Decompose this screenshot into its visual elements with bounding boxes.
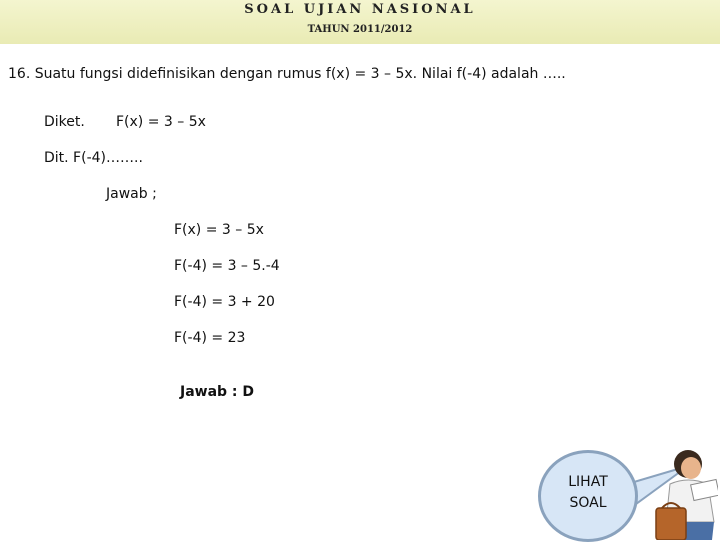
- step-4: F(-4) = 23: [174, 330, 246, 346]
- lihat-soal-line1: LIHAT: [568, 474, 608, 490]
- step-3: F(-4) = 3 + 20: [174, 294, 275, 310]
- header-title: SOAL UJIAN NASIONAL: [244, 2, 476, 17]
- question-text: 16. Suatu fungsi didefinisikan dengan rumus f(x) = 3 – 5x. Nilai f(-4) adalah …..: [8, 66, 566, 82]
- lihat-soal-line2: SOAL: [569, 495, 607, 511]
- lihat-soal-button[interactable]: [538, 442, 718, 540]
- lihat-soal-label: [538, 472, 638, 514]
- header-subtitle: TAHUN 2011/2012: [307, 24, 413, 35]
- header-banner: [0, 0, 720, 44]
- diket-label: Diket.: [44, 114, 85, 130]
- diket-value: F(x) = 3 – 5x: [116, 114, 206, 130]
- dit-text: Dit. F(-4)……..: [44, 150, 143, 166]
- final-answer: Jawab : D: [180, 384, 255, 400]
- jawab-heading: Jawab ;: [106, 186, 157, 202]
- step-2: F(-4) = 3 – 5.-4: [174, 258, 280, 274]
- step-1: F(x) = 3 – 5x: [174, 222, 264, 238]
